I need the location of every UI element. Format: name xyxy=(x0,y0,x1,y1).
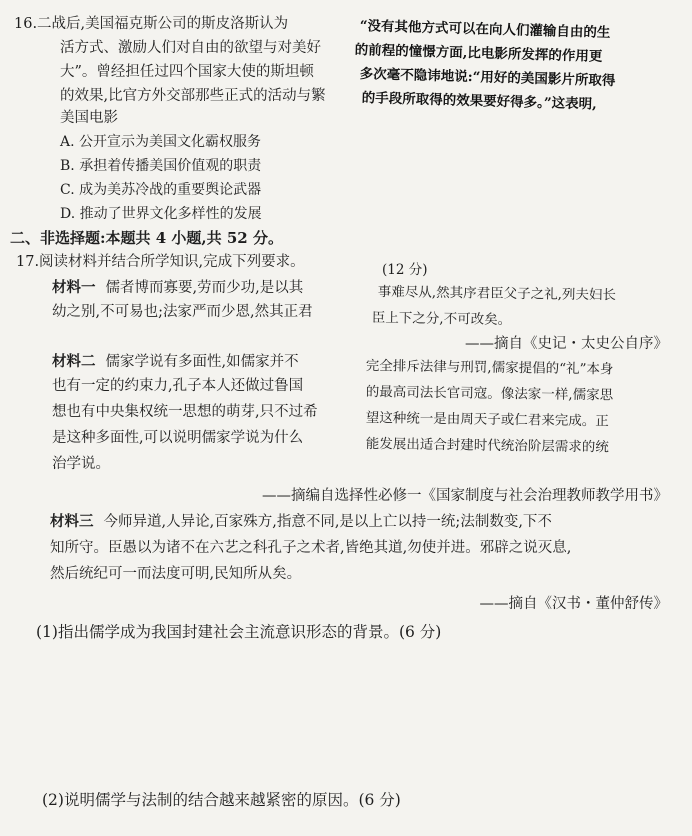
q16-option-d: D. 推动了世界文化多样性的发展 xyxy=(60,206,262,222)
material-1-line-2a: 幼之别,不可易也;法家严而少恩,然其正君 xyxy=(52,304,313,320)
q17-intro: 17.阅读材料并结合所学知识,完成下列要求。 xyxy=(16,254,305,270)
material-3-line-2: 知所守。臣愚以为诸不在六艺之科孔子之术者,皆绝其道,勿使并进。邪辟之说灭息, xyxy=(50,540,572,556)
material-2-line-4b: 能发展出适合封建时代统治阶层需求的统 xyxy=(365,435,609,456)
material-2-line-2b: 的最高司法长官司寇。像法家一样,儒家思 xyxy=(365,383,614,404)
material-3-line-3: 然后统纪可一而法度可明,民知所从矣。 xyxy=(50,566,302,582)
material-2-line-5: 治学说。 xyxy=(52,456,110,472)
material-2-line-3a: 想也有中央集权统一思想的萌芽,只不过希 xyxy=(52,404,318,420)
material-2-line-1b: 完全排斥法律与刑罚,儒家提倡的“礼”本身 xyxy=(365,357,614,378)
q16-stem-line-3: 大”。曾经担任过四个国家大使的斯坦顿 xyxy=(60,64,314,80)
material-2-label: 材料二 xyxy=(52,353,96,370)
q16-stem-line-1: 16.二战后,美国福克斯公司的斯皮洛斯认为 xyxy=(14,16,289,32)
q17-subquestion-2: (2)说明儒学与法制的结合越来越紧密的原因。(6 分) xyxy=(42,791,401,809)
material-2-line-2a: 也有一定的约束力,孔子本人还做过鲁国 xyxy=(52,378,304,394)
q16-overlay-line-3: 多次毫不隐讳地说:“用好的美国影片所取得 xyxy=(359,65,616,90)
q17-subquestion-1: (1)指出儒学成为我国封建社会主流意识形态的背景。(6 分) xyxy=(36,623,442,641)
section-heading: 二、非选择题:本题共 4 小题,共 52 分。 xyxy=(10,229,283,247)
q16-option-a: A. 公开宣示为美国文化霸权服务 xyxy=(60,134,262,150)
material-1-label: 材料一 xyxy=(52,279,96,296)
q16-stem-line-4: 的效果,比官方外交部那些正式的活动与繁 xyxy=(60,88,326,104)
q16-overlay-line-2: 的前程的憧憬方面,比电影所发挥的作用更 xyxy=(354,41,603,65)
material-2-line-1 xyxy=(52,352,299,372)
material-2-line-1a: 儒家学说有多面性,如儒家并不 xyxy=(105,354,299,370)
q16-stem-line-2: 活方式、激励人们对自由的欲望与对美好 xyxy=(60,40,321,56)
material-3-line-1-text: 今师异道,人异论,百家殊方,指意不同,是以上亡以持一统;法制数变,下不 xyxy=(103,514,552,530)
q16-overlay-line-1: “没有其他方式可以在向人们灌输自由的生 xyxy=(359,17,611,41)
material-3-source: ——摘自《汉书・董仲舒传》 xyxy=(479,596,668,612)
material-3-line-1 xyxy=(50,512,552,532)
material-1-line-1b: 事难尽从,然其序君臣父子之礼,列夫妇长 xyxy=(377,283,617,304)
material-3-label: 材料三 xyxy=(50,513,94,530)
material-2-source: ——摘编自选择性必修一《国家制度与社会治理教师教学用书》 xyxy=(262,488,668,504)
q16-option-c: C. 成为美苏冷战的重要舆论武器 xyxy=(60,182,262,198)
material-1-line-1a: 儒者博而寡要,劳而少功,是以其 xyxy=(105,280,304,296)
q17-score: (12 分) xyxy=(382,262,428,278)
material-1-line-2b: 臣上下之分,不可改矣。 xyxy=(371,309,512,328)
q16-stem-line-5: 美国电影 xyxy=(60,110,118,126)
material-1-source: ——摘自《史记・太史公自序》 xyxy=(465,336,668,352)
q16-overlay-line-4: 的手段所取得的效果要好得多。”这表明, xyxy=(361,89,598,113)
q16-option-b: B. 承担着传播美国价值观的职责 xyxy=(60,158,262,174)
material-2-line-3b: 望这种统一是由周天子或仁君来完成。正 xyxy=(365,409,609,430)
material-2-line-4a: 是这种多面性,可以说明儒家学说为什么 xyxy=(52,430,304,446)
material-1-line-1 xyxy=(52,278,303,298)
